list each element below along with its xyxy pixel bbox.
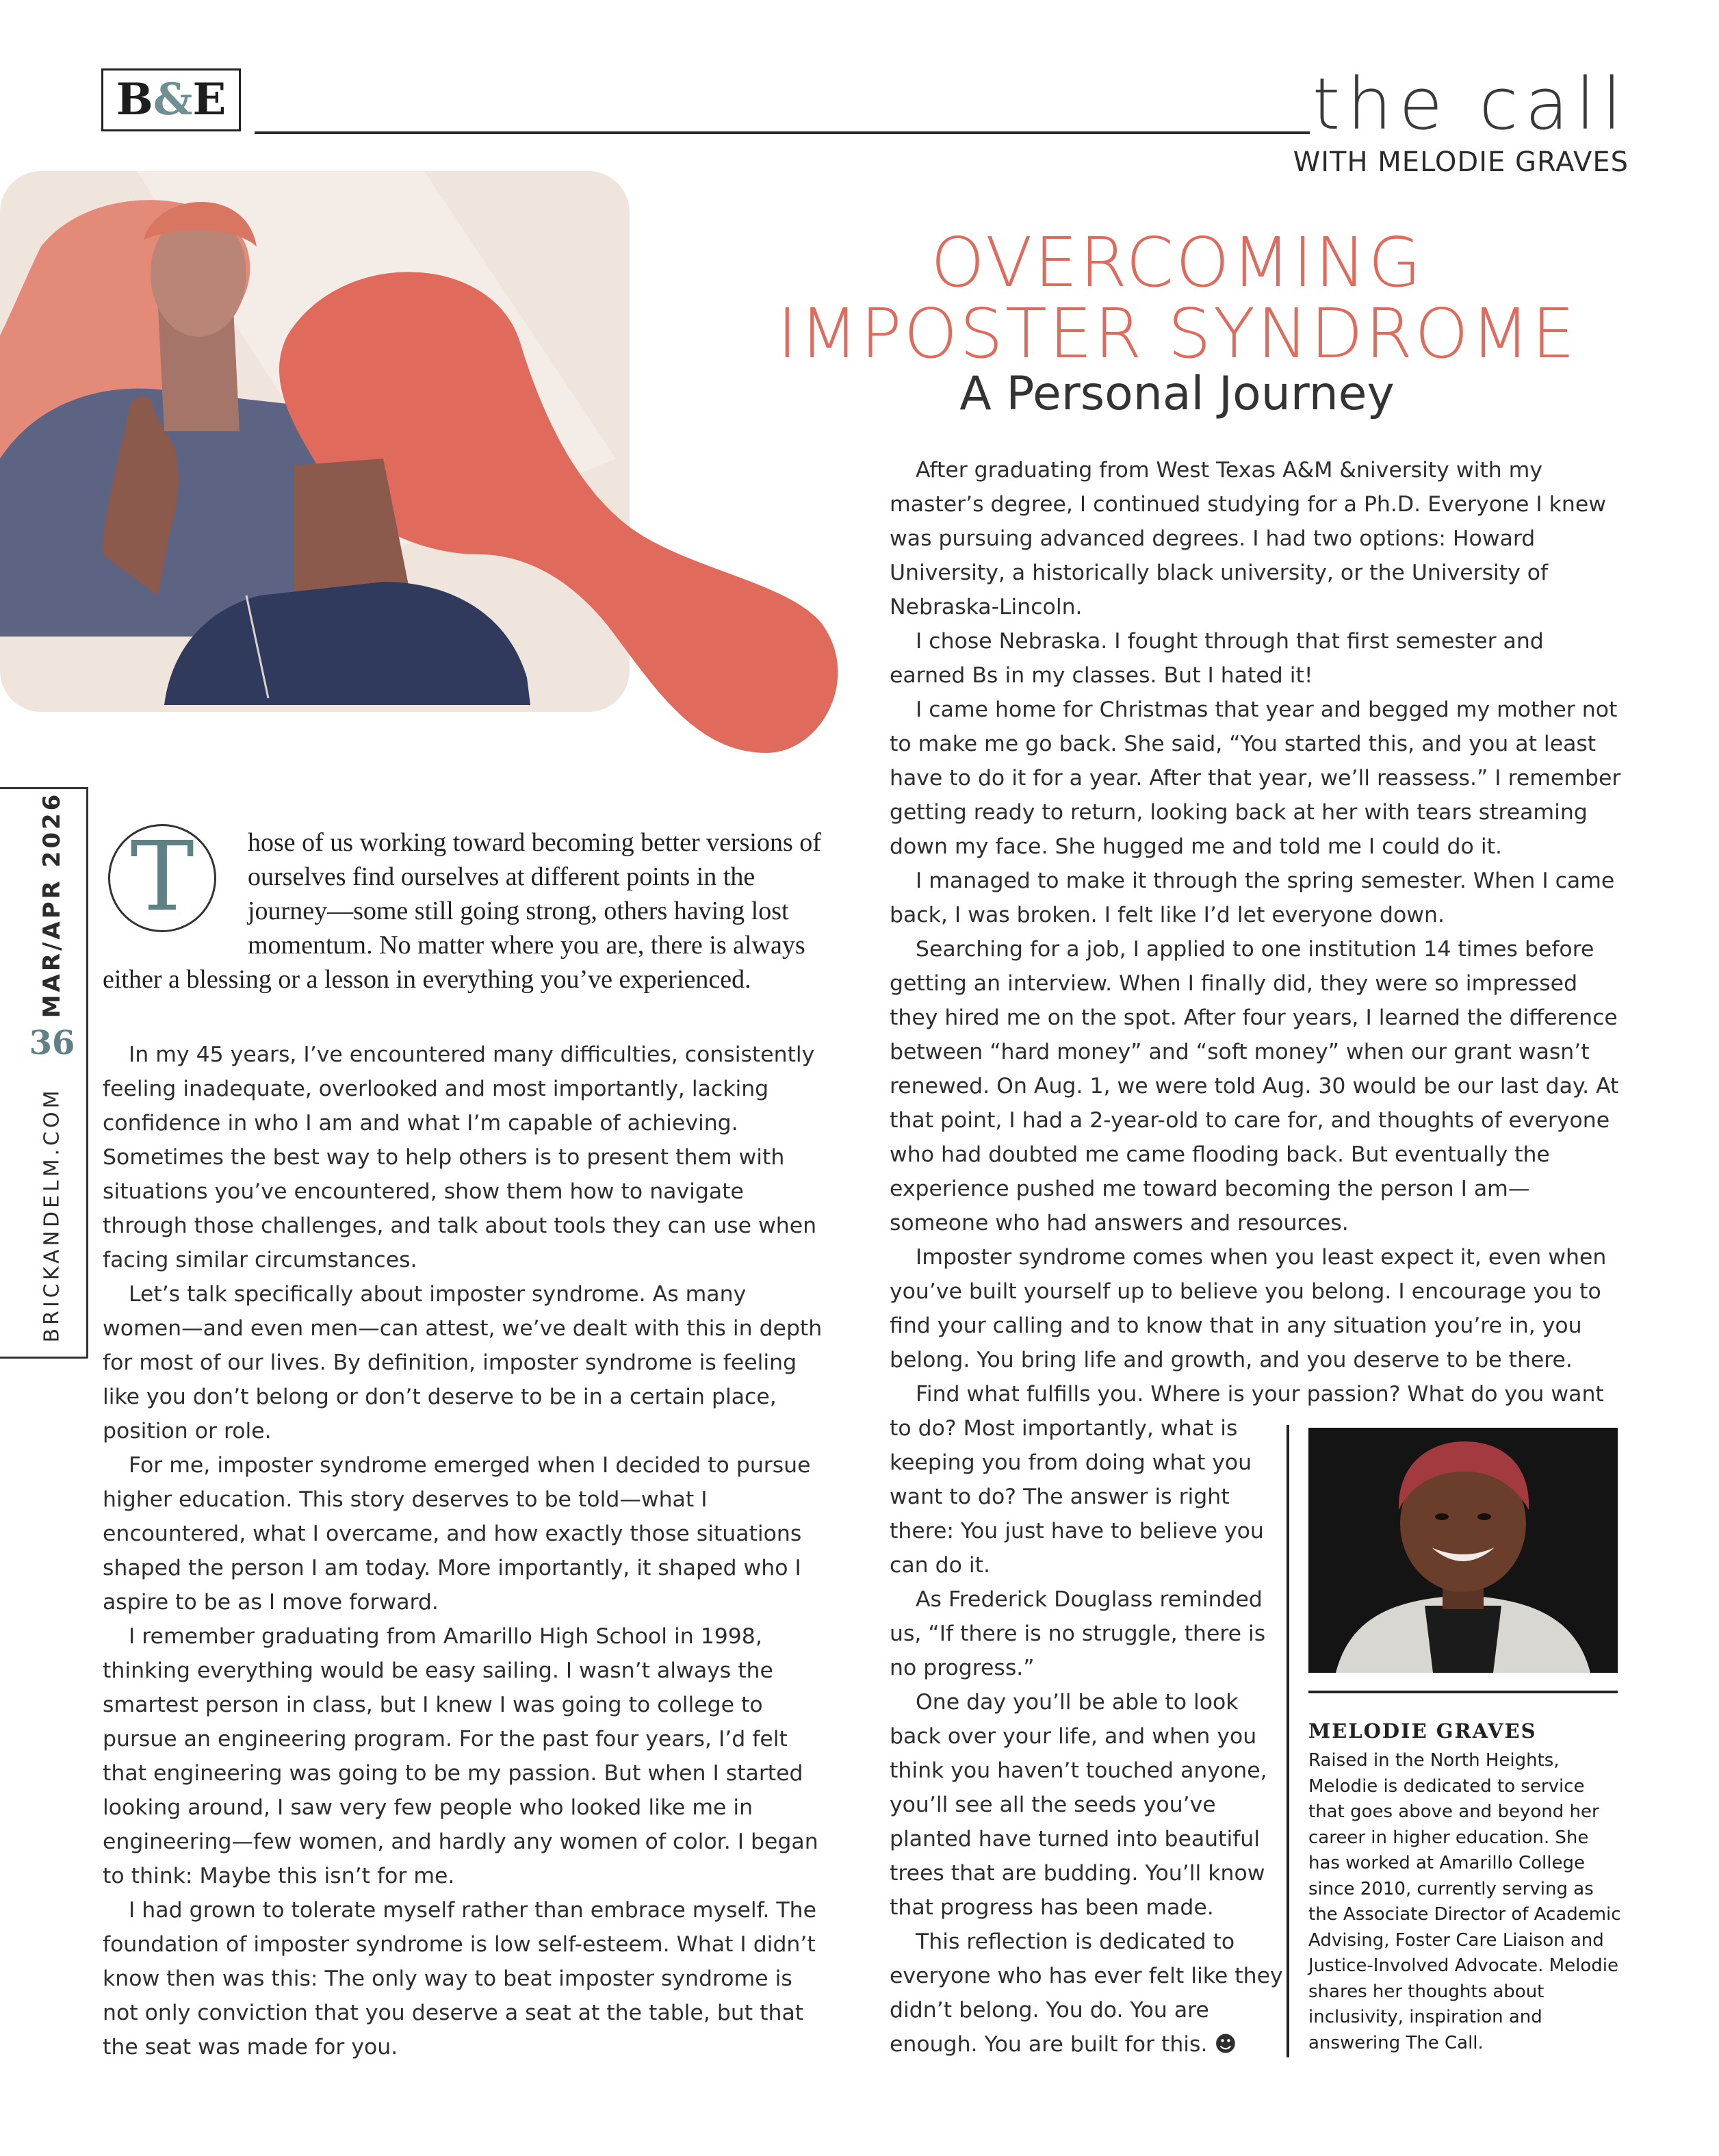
right-narrow-column bbox=[890, 1411, 1287, 2062]
logo-b: B bbox=[116, 74, 153, 125]
eye-left bbox=[1435, 1513, 1449, 1520]
top bbox=[1425, 1606, 1501, 1673]
bio-rule bbox=[1308, 1691, 1618, 1693]
body-paragraph: to do? Most importantly, what is keeping you from doing what you want to do? The answer is right there: You just have to believe you can do it. bbox=[890, 1416, 1264, 1578]
website-url bbox=[31, 1088, 73, 1342]
spine-rule-top bbox=[0, 787, 88, 789]
spine-rule-vertical bbox=[86, 787, 88, 1358]
magazine-logo bbox=[101, 68, 241, 131]
logo-ampersand: & bbox=[153, 74, 193, 125]
bio-name: MELODIE GRAVES bbox=[1308, 1719, 1537, 1743]
page-number: 36 bbox=[29, 1024, 75, 1062]
website-url-text: BRICKANDELM.COM bbox=[40, 1087, 64, 1343]
section-title: the call bbox=[1312, 62, 1629, 146]
issue-date bbox=[31, 791, 73, 1018]
right-column bbox=[890, 453, 1622, 1411]
body-paragraph: I remember graduating from Amarillo High School in 1998, thinking everything would be easy sailing. I wasn’t always the smartest person in class, but I knew I was going to college to pursue an engineering program. For the past four years, I’d felt that engineering was going to be my passion. But when I started looking around, I saw very few people who looked like me in engineering—few women, and hardly any women of color. I began to think: Maybe this isn’t for me. bbox=[103, 1624, 818, 1888]
body-paragraph: This reflection is dedicated to everyone who has ever felt like they didn’t belong. You do. You are enough. You are built for this. ☻ bbox=[890, 1929, 1283, 2057]
drop-cap: T bbox=[108, 824, 216, 932]
body-paragraph: One day you’ll be able to look back over your life, and when you think you haven’t touched anyone, you’ll see all the seeds you’ve planted have turned into beautiful trees that are budding. You’ll know that progress has been made. bbox=[890, 1690, 1267, 1920]
body-paragraph: I came home for Christmas that year and begged my mother not to make me go back. She said, “You started this, and you at least have to do it for a year. After that year, we’ll reassess.” I remember getting ready to return, looking back at her with tears streaming down my face. She hugged me and told me I could do it. bbox=[890, 697, 1621, 859]
subheadline: A Personal Journey bbox=[959, 367, 1395, 421]
left-column bbox=[103, 1038, 828, 2064]
spine-rule-bottom bbox=[0, 1357, 88, 1359]
headline-line-1: OVERCOMING bbox=[931, 222, 1423, 303]
eye-right bbox=[1477, 1513, 1491, 1520]
headline-line-2: IMPOSTER SYNDROME bbox=[777, 294, 1577, 374]
issue-date-text: MAR/APR 2026 bbox=[38, 791, 66, 1018]
body-paragraph: After graduating from West Texas A&M &niversity with my master’s degree, I continued studying for a Ph.D. Everyone I knew was pursuing advanced degrees. I had two options: Howard University, a historically black university, or the University of Nebraska-Lincoln. bbox=[890, 458, 1606, 619]
author-portrait bbox=[1308, 1428, 1618, 1673]
logo-e: E bbox=[192, 74, 227, 125]
headline bbox=[753, 222, 1601, 374]
body-paragraph: I chose Nebraska. I fought through that first semester and earned Bs in my classes. But I hated it! bbox=[890, 629, 1544, 688]
intro-line: ourselves find ourselves at different points in the bbox=[248, 862, 755, 891]
bio-text: Raised in the North Heights, Melodie is dedicated to service that goes above and beyond her career in higher education. She has worked at Amarillo College since 2010, currently serving as the Associate Director of Academic Advising, Foster Care Liaison and Justice-Involved Advocate. Melodie shares her thoughts about inclusivity, inspiration and answering The Call. bbox=[1308, 1750, 1621, 2053]
intro-paragraph bbox=[103, 825, 828, 997]
section-subtitle: WITH MELODIE GRAVES bbox=[1293, 146, 1629, 178]
author-photo bbox=[1308, 1428, 1618, 1673]
header-rule bbox=[255, 131, 1310, 134]
illustration-two-women bbox=[0, 171, 862, 767]
body-paragraph: In my 45 years, I’ve encountered many difficulties, consistently feeling inadequate, overlooked and most importantly, lacking confidence in who I am and what I’m capable of achieving. Sometimes the best way to help others is to present them with situations you’ve encountered, show them how to navigate through those challenges, and talk about tools they can use when facing similar circumstances. bbox=[103, 1042, 817, 1272]
body-paragraph: Find what fulfills you. Where is your passion? What do you want bbox=[916, 1382, 1604, 1407]
body-paragraph: Imposter syndrome comes when you least expect it, even when you’ve built yourself up to believe you belong. I encourage you to find your calling and to know that in any situation you’re in, you belong. You bring life and growth, and you deserve to be there. bbox=[890, 1245, 1607, 1372]
body-paragraph: For me, imposter syndrome emerged when I decided to pursue higher education. This story deserves to be told—what I encountered, what I overcame, and how exactly those situations shaped the person I am today. More importantly, it shaped who I aspire to be as I move forward. bbox=[103, 1453, 811, 1615]
bio-divider bbox=[1287, 1425, 1289, 2057]
body-paragraph: Let’s talk specifically about imposter syndrome. As many women—and even men—can attest, we’ve dealt with this in depth for most of our lives. By definition, imposter syndrome is feeling like you don’t belong or don’t deserve to be in a certain place, position or role. bbox=[103, 1282, 823, 1443]
body-paragraph: I managed to make it through the spring semester. When I came back, I was broken. I felt like I’d let everyone down. bbox=[890, 869, 1615, 927]
body-paragraph: I had grown to tolerate myself rather than embrace myself. The foundation of imposter syndrome is low self-esteem. What I didn’t know then was this: The only way to beat imposter syndrome is not only conviction that you deserve a seat at the table, but that the seat was made for you. bbox=[103, 1898, 817, 2059]
intro-line: hose of us working toward becoming better versions of bbox=[248, 828, 821, 857]
intro-line: momentum. No matter where you are, there is always bbox=[248, 931, 805, 960]
body-paragraph: Searching for a job, I applied to one institution 14 times before getting an interview. When I finally did, they were so impressed they hired me on the spot. After four years, I learned the difference between “hard money” and “soft money” when our grant wasn’t renewed. On Aug. 1, we were told Aug. 30 would be our last day. At that point, I had a 2-year-old to care for, and thoughts of everyone who had doubted me came flooding back. But eventually the experience pushed me toward becoming the person I am—someone who had answers and resources. bbox=[890, 937, 1619, 1235]
intro-line: journey—some still going strong, others having lost bbox=[248, 897, 789, 925]
body-paragraph: As Frederick Douglass reminded us, “If there is no struggle, there is no progress.” bbox=[890, 1587, 1266, 1680]
intro-line: either a blessing or a lesson in everything you’ve experienced. bbox=[103, 965, 751, 994]
